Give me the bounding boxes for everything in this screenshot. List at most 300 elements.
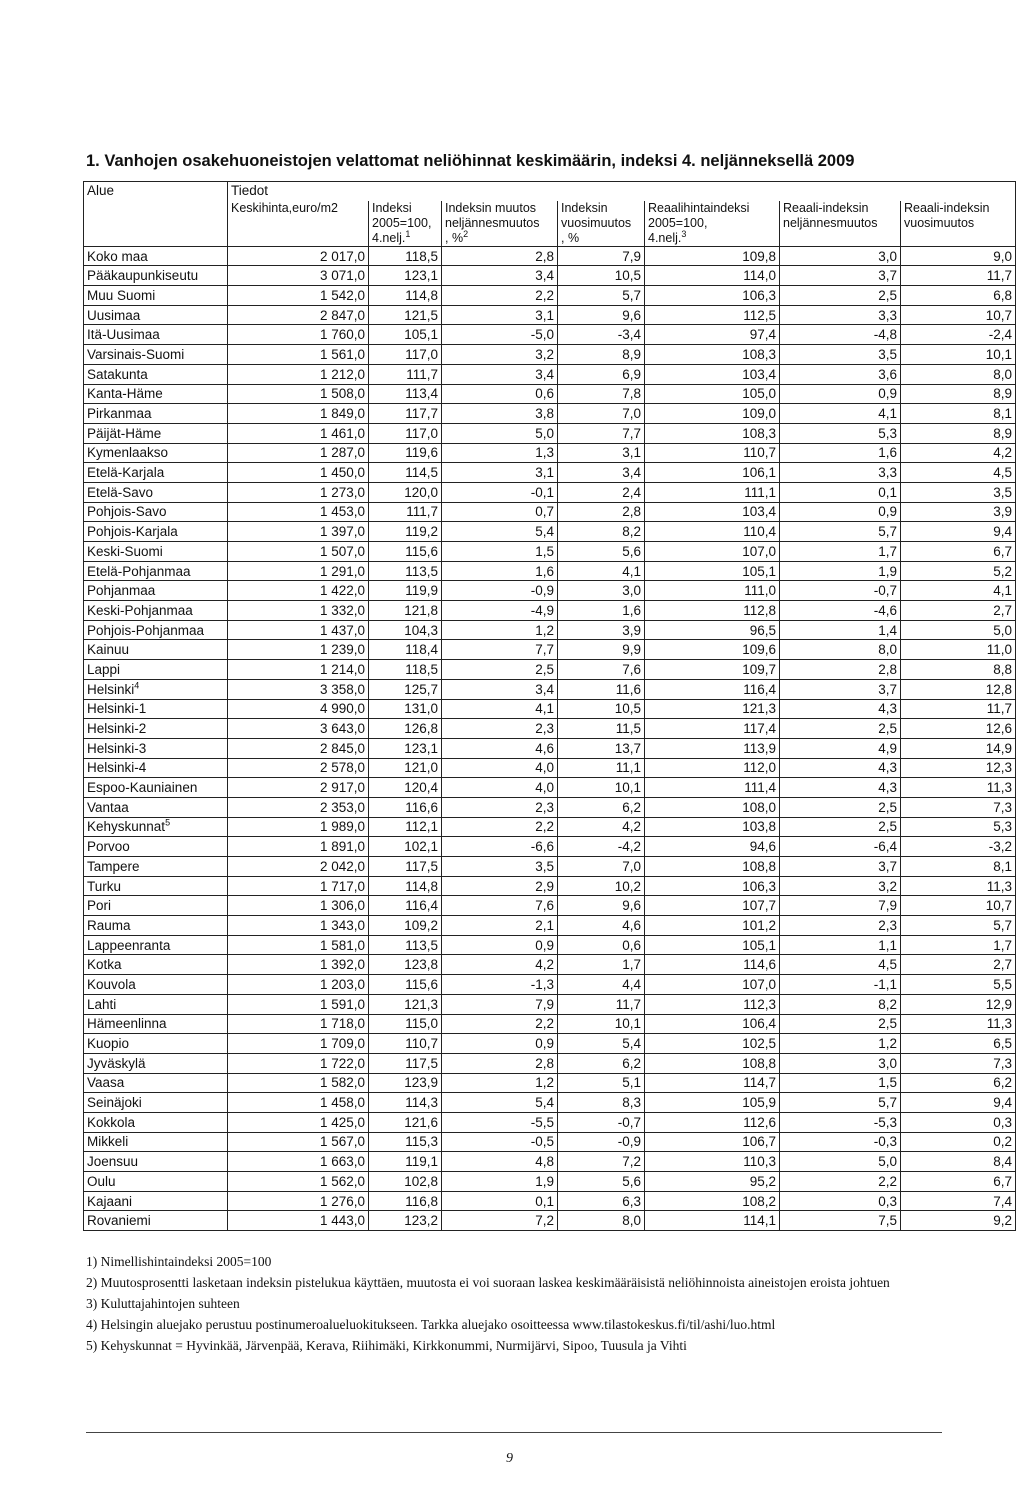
row-value: 5,6 bbox=[558, 542, 645, 562]
row-value: 108,2 bbox=[645, 1191, 780, 1211]
row-area bbox=[84, 896, 228, 916]
header-col-2 bbox=[442, 201, 558, 247]
area-footnote-ref: 5 bbox=[165, 817, 171, 828]
row-value: 121,6 bbox=[369, 1112, 442, 1132]
row-value: 3,1 bbox=[558, 443, 645, 463]
row-value: 11,5 bbox=[558, 719, 645, 739]
row-value: 3,4 bbox=[442, 266, 558, 286]
header-tiedot: Tiedot bbox=[228, 182, 1016, 201]
header-text: neljännesmuutos bbox=[445, 215, 540, 230]
area-name: Pohjois-Pohjanmaa bbox=[87, 622, 205, 638]
row-value: 1 849,0 bbox=[228, 404, 369, 424]
table-row bbox=[84, 1172, 1016, 1192]
table-row bbox=[84, 266, 1016, 286]
row-value: 2,4 bbox=[558, 482, 645, 502]
row-value: 121,8 bbox=[369, 601, 442, 621]
area-name: Lappi bbox=[87, 661, 121, 677]
table-row bbox=[84, 1093, 1016, 1113]
table-row bbox=[84, 640, 1016, 660]
row-area bbox=[84, 1172, 228, 1192]
page-title: 1. Vanhojen osakehuoneistojen velattomat neliöhinnat keskimäärin, indeksi 4. neljänneksellä 2009 bbox=[86, 152, 855, 170]
row-area bbox=[84, 797, 228, 817]
row-value: 2,2 bbox=[442, 817, 558, 837]
area-name: Helsinki bbox=[87, 681, 135, 697]
row-value: 1,9 bbox=[442, 1172, 558, 1192]
row-value: 116,4 bbox=[369, 896, 442, 916]
row-value: -4,2 bbox=[558, 837, 645, 857]
footnote: 4) Helsingin aluejako perustuu postinumeroalueluokitukseen. Tarkka aluejako osoitteessa www.tilastokeskus.fi/til/ashi/luo.html bbox=[86, 1317, 776, 1332]
row-value: 2 042,0 bbox=[228, 857, 369, 877]
row-value: 4,9 bbox=[780, 738, 901, 758]
area-name: Helsinki-3 bbox=[87, 740, 147, 756]
row-value: -5,5 bbox=[442, 1112, 558, 1132]
row-value: 106,4 bbox=[645, 1014, 780, 1034]
row-value: 1 239,0 bbox=[228, 640, 369, 660]
row-value: 8,9 bbox=[558, 345, 645, 365]
row-value: 120,4 bbox=[369, 778, 442, 798]
row-value: 2,9 bbox=[442, 876, 558, 896]
header-text: Keskihinta,euro/m2 bbox=[231, 200, 339, 215]
row-area bbox=[84, 916, 228, 936]
row-value: 7,0 bbox=[558, 404, 645, 424]
table-row bbox=[84, 758, 1016, 778]
row-area bbox=[84, 935, 228, 955]
row-area bbox=[84, 975, 228, 995]
row-value: 7,9 bbox=[442, 994, 558, 1014]
row-value: 7,9 bbox=[780, 896, 901, 916]
row-value: 106,3 bbox=[645, 876, 780, 896]
row-value: 117,0 bbox=[369, 345, 442, 365]
row-value: 106,1 bbox=[645, 463, 780, 483]
row-value: 123,2 bbox=[369, 1211, 442, 1231]
area-name: Mikkeli bbox=[87, 1134, 129, 1150]
row-area bbox=[84, 1093, 228, 1113]
row-value: 4,6 bbox=[442, 738, 558, 758]
row-value: 1 567,0 bbox=[228, 1132, 369, 1152]
area-name: Etelä-Pohjanmaa bbox=[87, 563, 191, 579]
row-value: 5,4 bbox=[558, 1034, 645, 1054]
row-value: 2,8 bbox=[442, 246, 558, 266]
header-col-1-l1 bbox=[372, 201, 438, 216]
row-value: 11,7 bbox=[558, 994, 645, 1014]
row-value: 114,7 bbox=[645, 1073, 780, 1093]
table-row bbox=[84, 522, 1016, 542]
row-value: 11,0 bbox=[901, 640, 1016, 660]
area-name: Kanta-Häme bbox=[87, 386, 163, 402]
header-text: 4.nelj. bbox=[648, 230, 682, 245]
row-value: 103,8 bbox=[645, 817, 780, 837]
header-col-5-l2 bbox=[783, 216, 897, 231]
row-area bbox=[84, 1191, 228, 1211]
row-value: 0,9 bbox=[442, 1034, 558, 1054]
row-value: 121,3 bbox=[369, 994, 442, 1014]
table-row bbox=[84, 502, 1016, 522]
row-value: 108,8 bbox=[645, 857, 780, 877]
header-col-3-l3 bbox=[561, 231, 641, 246]
area-name: Kehyskunnat bbox=[87, 819, 166, 835]
row-value: 109,6 bbox=[645, 640, 780, 660]
row-value: 10,5 bbox=[558, 266, 645, 286]
row-area bbox=[84, 1211, 228, 1231]
area-name: Uusimaa bbox=[87, 307, 141, 323]
row-value: 118,4 bbox=[369, 640, 442, 660]
header-col-3-l2 bbox=[561, 216, 641, 231]
row-value: 108,3 bbox=[645, 423, 780, 443]
row-value: 2,5 bbox=[442, 660, 558, 680]
row-value: 97,4 bbox=[645, 325, 780, 345]
area-footnote-ref: 4 bbox=[134, 680, 140, 691]
row-value: 5,5 bbox=[901, 975, 1016, 995]
row-value: 3,0 bbox=[558, 581, 645, 601]
row-value: 4,1 bbox=[780, 404, 901, 424]
row-value: 119,6 bbox=[369, 443, 442, 463]
row-value: 10,1 bbox=[901, 345, 1016, 365]
row-value: 121,5 bbox=[369, 305, 442, 325]
row-value: 0,3 bbox=[780, 1191, 901, 1211]
row-value: 4,0 bbox=[442, 778, 558, 798]
row-value: 6,9 bbox=[558, 364, 645, 384]
row-value: 121,3 bbox=[645, 699, 780, 719]
row-value: 1 458,0 bbox=[228, 1093, 369, 1113]
table-row bbox=[84, 345, 1016, 365]
row-value: 131,0 bbox=[369, 699, 442, 719]
row-value: 3,9 bbox=[558, 620, 645, 640]
row-value: 8,8 bbox=[901, 660, 1016, 680]
row-value: -4,8 bbox=[780, 325, 901, 345]
area-name: Etelä-Savo bbox=[87, 484, 154, 500]
row-value: 107,0 bbox=[645, 542, 780, 562]
row-value: 7,2 bbox=[558, 1152, 645, 1172]
table-row bbox=[84, 325, 1016, 345]
row-value: 10,1 bbox=[558, 778, 645, 798]
row-value: 111,7 bbox=[369, 364, 442, 384]
area-name: Rauma bbox=[87, 917, 131, 933]
row-value: 3,1 bbox=[442, 463, 558, 483]
row-value: 113,5 bbox=[369, 561, 442, 581]
row-area bbox=[84, 1112, 228, 1132]
row-value: -5,3 bbox=[780, 1112, 901, 1132]
area-name: Satakunta bbox=[87, 366, 148, 382]
row-value: 4,2 bbox=[442, 955, 558, 975]
row-value: 8,1 bbox=[901, 404, 1016, 424]
row-value: 118,5 bbox=[369, 246, 442, 266]
row-value: -3,4 bbox=[558, 325, 645, 345]
row-value: 116,6 bbox=[369, 797, 442, 817]
row-value: 3,7 bbox=[780, 266, 901, 286]
row-value: 0,6 bbox=[442, 384, 558, 404]
header-col-1 bbox=[369, 201, 442, 247]
row-value: 8,0 bbox=[901, 364, 1016, 384]
footnote: 2) Muutosprosentti lasketaan indeksin pistelukua käyttäen, muutosta ei voi suoraan laskea keskimääräisistä neliöhinnoista aineistojen eroista johtuen bbox=[86, 1275, 890, 1290]
header-col-4-l1 bbox=[648, 201, 776, 216]
row-value: 95,2 bbox=[645, 1172, 780, 1192]
row-value: 4,6 bbox=[558, 916, 645, 936]
row-value: 108,0 bbox=[645, 797, 780, 817]
row-area bbox=[84, 876, 228, 896]
row-value: 5,3 bbox=[901, 817, 1016, 837]
row-area bbox=[84, 1014, 228, 1034]
area-name: Keski-Pohjanmaa bbox=[87, 602, 193, 618]
header-col-4-l3 bbox=[648, 228, 776, 246]
row-value: 109,2 bbox=[369, 916, 442, 936]
table-row bbox=[84, 837, 1016, 857]
header-text: , % bbox=[561, 230, 580, 245]
area-name: Rovaniemi bbox=[87, 1213, 151, 1229]
row-value: 3 071,0 bbox=[228, 266, 369, 286]
header-text: Indeksin bbox=[561, 200, 608, 215]
row-value: 1 508,0 bbox=[228, 384, 369, 404]
row-value: 0,2 bbox=[901, 1132, 1016, 1152]
table-row bbox=[84, 364, 1016, 384]
row-value: 1 392,0 bbox=[228, 955, 369, 975]
row-value: 2,5 bbox=[780, 719, 901, 739]
row-value: 2,5 bbox=[780, 797, 901, 817]
table-row bbox=[84, 581, 1016, 601]
row-value: 5,0 bbox=[780, 1152, 901, 1172]
row-value: 106,7 bbox=[645, 1132, 780, 1152]
row-value: 1,5 bbox=[780, 1073, 901, 1093]
row-value: 3,5 bbox=[442, 857, 558, 877]
row-value: 1 718,0 bbox=[228, 1014, 369, 1034]
header-row bbox=[84, 182, 1016, 201]
row-area bbox=[84, 679, 228, 699]
footnotes bbox=[86, 1254, 986, 1359]
row-value: 4,5 bbox=[780, 955, 901, 975]
row-value: 123,8 bbox=[369, 955, 442, 975]
area-name: Pirkanmaa bbox=[87, 406, 152, 422]
table-row bbox=[84, 561, 1016, 581]
row-value: 114,8 bbox=[369, 876, 442, 896]
row-value: 8,0 bbox=[558, 1211, 645, 1231]
row-value: 12,9 bbox=[901, 994, 1016, 1014]
row-area bbox=[84, 502, 228, 522]
row-value: 4,1 bbox=[901, 581, 1016, 601]
row-value: 6,2 bbox=[558, 1053, 645, 1073]
row-area bbox=[84, 1073, 228, 1093]
row-value: 2,1 bbox=[442, 916, 558, 936]
area-name: Espoo-Kauniainen bbox=[87, 780, 198, 796]
area-name: Muu Suomi bbox=[87, 287, 156, 303]
row-value: 125,7 bbox=[369, 679, 442, 699]
header-col-6-l2 bbox=[904, 216, 1012, 231]
row-value: 4,5 bbox=[901, 463, 1016, 483]
row-value: 5,6 bbox=[558, 1172, 645, 1192]
row-value: 4 990,0 bbox=[228, 699, 369, 719]
area-name: Helsinki-1 bbox=[87, 701, 147, 717]
row-area bbox=[84, 601, 228, 621]
row-value: 6,8 bbox=[901, 286, 1016, 306]
row-area bbox=[84, 305, 228, 325]
row-value: -0,5 bbox=[442, 1132, 558, 1152]
row-value: 2 017,0 bbox=[228, 246, 369, 266]
table-row bbox=[84, 738, 1016, 758]
row-value: 2 917,0 bbox=[228, 778, 369, 798]
row-value: 2,5 bbox=[780, 1014, 901, 1034]
row-value: 110,3 bbox=[645, 1152, 780, 1172]
header-text: neljännesmuutos bbox=[783, 215, 878, 230]
row-area bbox=[84, 522, 228, 542]
row-value: 5,1 bbox=[558, 1073, 645, 1093]
row-value: 7,3 bbox=[901, 797, 1016, 817]
header-text: vuosimuutos bbox=[904, 215, 975, 230]
row-value: 8,9 bbox=[901, 423, 1016, 443]
table-row bbox=[84, 699, 1016, 719]
row-area bbox=[84, 817, 228, 837]
row-value: 5,7 bbox=[901, 916, 1016, 936]
row-value: 109,0 bbox=[645, 404, 780, 424]
row-area bbox=[84, 620, 228, 640]
table-row bbox=[84, 1014, 1016, 1034]
row-value: 2,2 bbox=[780, 1172, 901, 1192]
row-value: 2,3 bbox=[442, 797, 558, 817]
row-value: 103,4 bbox=[645, 502, 780, 522]
header-col-2-l3: , %$^2$ bbox=[445, 228, 469, 245]
row-value: 7,4 bbox=[901, 1191, 1016, 1211]
row-value: 110,7 bbox=[369, 1034, 442, 1054]
row-value: 12,6 bbox=[901, 719, 1016, 739]
row-value: 2,5 bbox=[780, 286, 901, 306]
header-col-0-l1 bbox=[231, 201, 365, 216]
row-value: 1 425,0 bbox=[228, 1112, 369, 1132]
row-value: 3,4 bbox=[558, 463, 645, 483]
row-value: 8,2 bbox=[780, 994, 901, 1014]
row-value: 3 643,0 bbox=[228, 719, 369, 739]
row-area bbox=[84, 364, 228, 384]
row-value: 11,3 bbox=[901, 876, 1016, 896]
row-value: 1 214,0 bbox=[228, 660, 369, 680]
row-value: 1 591,0 bbox=[228, 994, 369, 1014]
row-value: 5,2 bbox=[901, 561, 1016, 581]
row-area bbox=[84, 660, 228, 680]
row-value: 1 397,0 bbox=[228, 522, 369, 542]
row-value: 1 561,0 bbox=[228, 345, 369, 365]
row-area bbox=[84, 443, 228, 463]
row-value: 6,7 bbox=[901, 542, 1016, 562]
row-value: -0,7 bbox=[558, 1112, 645, 1132]
area-name: Lappeenranta bbox=[87, 937, 171, 953]
row-value: 11,1 bbox=[558, 758, 645, 778]
table-body bbox=[84, 182, 1016, 1231]
row-value: 7,0 bbox=[558, 857, 645, 877]
area-name: Pohjois-Savo bbox=[87, 504, 167, 520]
row-value: 114,1 bbox=[645, 1211, 780, 1231]
row-value: 105,1 bbox=[645, 561, 780, 581]
row-value: 1,6 bbox=[780, 443, 901, 463]
row-value: 7,7 bbox=[442, 640, 558, 660]
area-name: Oulu bbox=[87, 1173, 116, 1189]
row-area bbox=[84, 325, 228, 345]
header-footnote-ref: 1 bbox=[405, 228, 411, 239]
row-value: 10,7 bbox=[901, 305, 1016, 325]
row-value: 3,8 bbox=[442, 404, 558, 424]
row-value: 14,9 bbox=[901, 738, 1016, 758]
row-value: 104,3 bbox=[369, 620, 442, 640]
row-area bbox=[84, 404, 228, 424]
area-name: Porvoo bbox=[87, 839, 130, 855]
row-value: 3,9 bbox=[901, 502, 1016, 522]
row-value: 7,9 bbox=[558, 246, 645, 266]
area-name: Pori bbox=[87, 898, 112, 914]
row-value: 13,7 bbox=[558, 738, 645, 758]
row-area bbox=[84, 266, 228, 286]
row-value: 11,3 bbox=[901, 1014, 1016, 1034]
header-col-3 bbox=[558, 201, 645, 247]
row-value: 115,6 bbox=[369, 542, 442, 562]
row-area bbox=[84, 994, 228, 1014]
row-area bbox=[84, 542, 228, 562]
header-text: Indeksin muutos bbox=[445, 200, 537, 215]
row-value: 116,4 bbox=[645, 679, 780, 699]
table-row bbox=[84, 1034, 1016, 1054]
row-value: 1,6 bbox=[558, 601, 645, 621]
row-value: 5,4 bbox=[442, 1093, 558, 1113]
row-value: 112,1 bbox=[369, 817, 442, 837]
row-value: 1 461,0 bbox=[228, 423, 369, 443]
row-value: 11,7 bbox=[901, 266, 1016, 286]
row-area bbox=[84, 1132, 228, 1152]
row-value: 117,5 bbox=[369, 1053, 442, 1073]
header-col-1-l3 bbox=[372, 228, 438, 246]
row-value: 101,2 bbox=[645, 916, 780, 936]
area-name: Tampere bbox=[87, 858, 140, 874]
row-value: 3,7 bbox=[780, 857, 901, 877]
row-value: 102,1 bbox=[369, 837, 442, 857]
row-value: 102,5 bbox=[645, 1034, 780, 1054]
row-value: -4,9 bbox=[442, 601, 558, 621]
row-value: 1,7 bbox=[901, 935, 1016, 955]
table-row bbox=[84, 935, 1016, 955]
row-value: 2,2 bbox=[442, 1014, 558, 1034]
row-value: 119,2 bbox=[369, 522, 442, 542]
row-value: 8,3 bbox=[558, 1093, 645, 1113]
row-value: 1 437,0 bbox=[228, 620, 369, 640]
row-area bbox=[84, 246, 228, 266]
row-area bbox=[84, 463, 228, 483]
row-value: 6,2 bbox=[558, 797, 645, 817]
row-value: 114,0 bbox=[645, 266, 780, 286]
row-area bbox=[84, 719, 228, 739]
area-name: Pohjanmaa bbox=[87, 583, 156, 599]
row-value: 114,5 bbox=[369, 463, 442, 483]
row-value: 0,1 bbox=[780, 482, 901, 502]
row-value: 117,7 bbox=[369, 404, 442, 424]
row-value: 102,8 bbox=[369, 1172, 442, 1192]
row-value: -1,3 bbox=[442, 975, 558, 995]
row-area bbox=[84, 758, 228, 778]
row-value: 4,1 bbox=[558, 561, 645, 581]
row-area bbox=[84, 561, 228, 581]
header-text: 2005=100, bbox=[372, 215, 432, 230]
row-value: 1 306,0 bbox=[228, 896, 369, 916]
row-value: 9,6 bbox=[558, 305, 645, 325]
row-area bbox=[84, 699, 228, 719]
table-row bbox=[84, 620, 1016, 640]
row-value: -3,2 bbox=[901, 837, 1016, 857]
table-row bbox=[84, 1112, 1016, 1132]
header-text: 4.nelj. bbox=[372, 230, 406, 245]
row-value: -0,7 bbox=[780, 581, 901, 601]
row-value: 6,2 bbox=[901, 1073, 1016, 1093]
row-area bbox=[84, 778, 228, 798]
row-value: 1 891,0 bbox=[228, 837, 369, 857]
row-value: 1 717,0 bbox=[228, 876, 369, 896]
row-value: 1,2 bbox=[442, 620, 558, 640]
row-value: -6,6 bbox=[442, 837, 558, 857]
row-area bbox=[84, 384, 228, 404]
row-value: 0,6 bbox=[558, 935, 645, 955]
row-area bbox=[84, 482, 228, 502]
row-value: 111,0 bbox=[645, 581, 780, 601]
